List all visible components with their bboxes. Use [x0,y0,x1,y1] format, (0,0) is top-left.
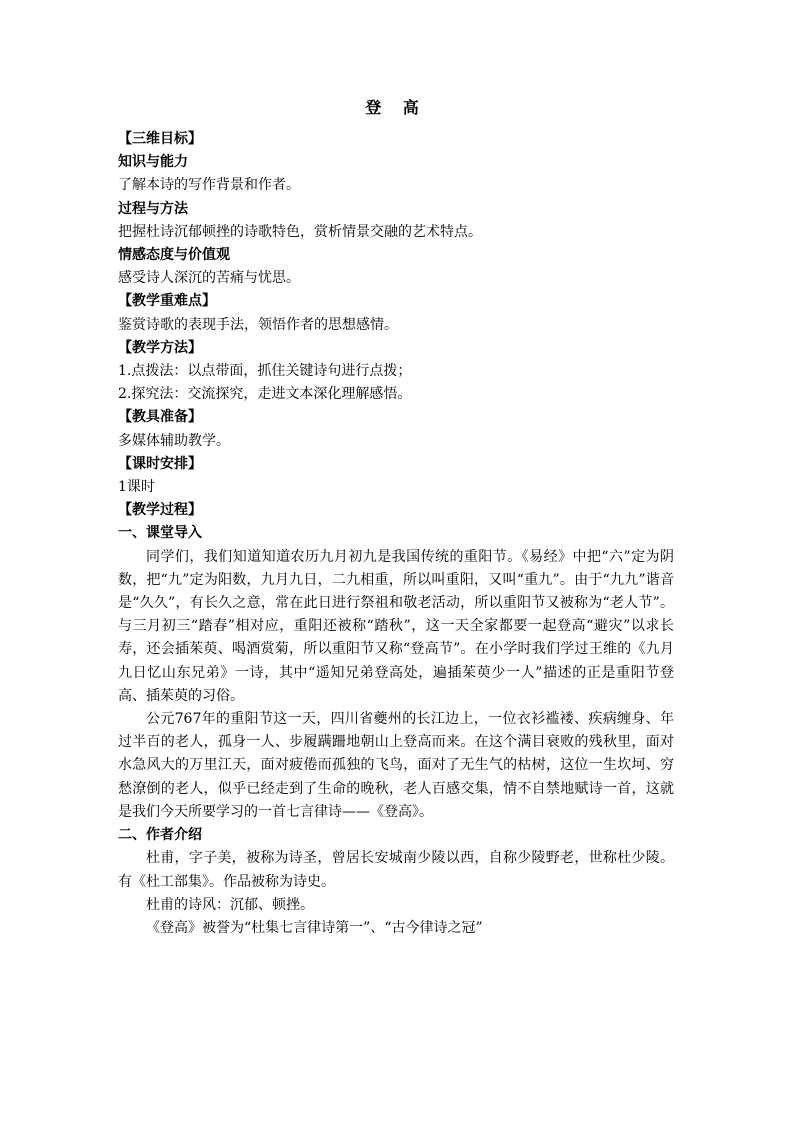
part1-paragraph: 公元767年的重阳节这一天，四川省夔州的长江边上，一位衣衫褴褛、疾病缠身、年过半百的老人，孤身一人、步履蹒跚地朝山上登高而来。在这个满目衰败的残秋里，面对水急风大的万里江天，面对疲倦而孤独的飞鸟，面对了无生气的枯树，这位一生坎坷、穷愁潦倒的老人，似乎已经走到了生命的晚秋，老人百感交集，情不自禁地赋诗一首，这就是我们今天所要学习的一首七言律诗——《登高》。 [118,711,674,820]
methods-heading: 【教学方法】 [118,339,202,356]
knowledge-heading: 知识与能力 [118,154,188,171]
emotion-text: 感受诗人深沉的苦痛与忧思。 [118,270,300,287]
part1-paragraph: 同学们，我们知道知道农历九月初九是我国传统的重阳节。《易经》中把“六”定为阴数，把“九”定为阳数，九月九日，二九相重，所以叫重阳，又叫“重九”。由于“九九”谐音是“久久”，有长久之意，常在此日进行祭祖和敬老活动，所以重阳节又被称为“老人节”。与三月初三“踏春”相对应，重阳还被称“踏秋”，这一天全家都要一起登高“避灾”以求长寿，还会插茱萸、喝酒赏菊，所以重阳节又称“登高节”。在小学时我们学过王维的《九月九日忆山东兄弟》一诗，其中“遥知兄弟登高处，遍插茱萸少一人”描述的正是重阳节登高、插茱萸的习俗。 [118,548,674,704]
schedule-text: 1课时 [118,479,155,496]
goals-heading: 【三维目标】 [118,131,202,147]
knowledge-text: 了解本诗的写作背景和作者。 [118,177,300,194]
tools-heading: 【教具准备】 [118,409,202,426]
part2-paragraph: 《登高》被誉为“杜集七言律诗第一”、“古今律诗之冠” [146,919,483,936]
part2-paragraph: 杜甫，字子美，被称为诗圣，曾居长安城南少陵以西，自称少陵野老，世称杜少陵。有《杜工部集》。作品被称为诗史。 [118,850,674,890]
part2-paragraph: 杜甫的诗风：沉郁、顿挫。 [146,896,314,913]
method-item: 1.点拨法：以点带面，抓住关键诗句进行点拨； [118,363,412,380]
key-points-text: 鉴赏诗歌的表现手法，领悟作者的思想感情。 [118,316,398,333]
part2-heading: 二、作者介绍 [118,827,202,844]
process-text: 把握杜诗沉郁顿挫的诗歌特色，赏析情景交融的艺术特点。 [118,223,482,240]
method-item: 2.探究法：交流探究，走进文本深化理解感悟。 [118,386,412,403]
teaching-process-heading: 【教学过程】 [118,502,202,519]
emotion-heading: 情感态度与价值观 [118,247,230,264]
tools-text: 多媒体辅助教学。 [118,432,230,449]
schedule-heading: 【课时安排】 [118,455,202,472]
process-heading: 过程与方法 [118,200,188,217]
document-title: 登 高 [365,98,427,117]
document-body [118,94,674,940]
key-points-heading: 【教学重难点】 [118,293,216,310]
part1-heading: 一、课堂导入 [118,525,202,542]
